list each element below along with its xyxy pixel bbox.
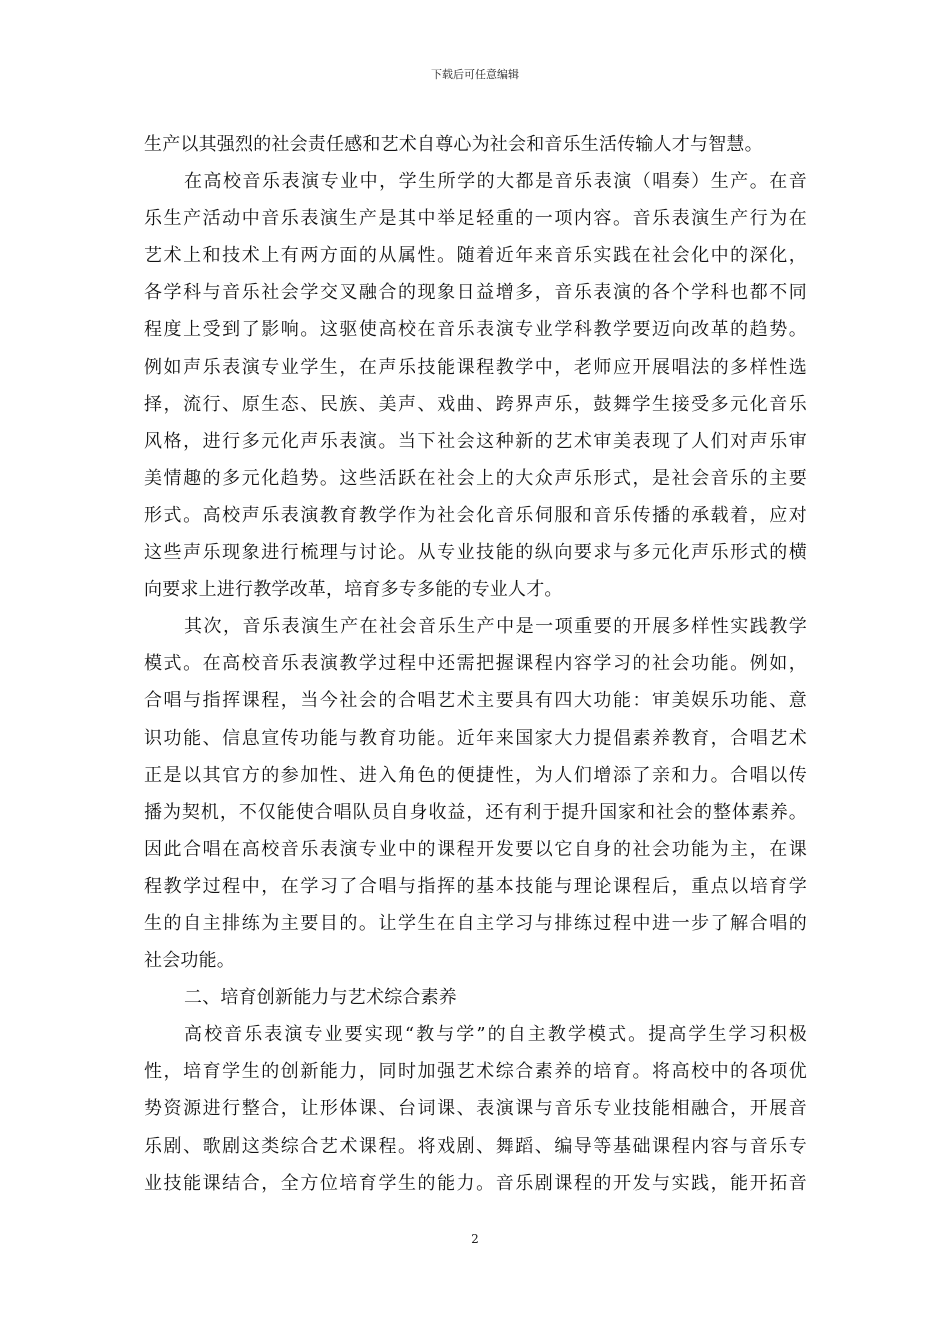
- text-line: 播为契机，不仅能使合唱队员自身收益，还有利于提升国家和社会的整体素养。: [144, 801, 807, 823]
- document-body: [144, 126, 807, 1202]
- text-line: 业技能课结合，全方位培育学生的能力。音乐剧课程的开发与实践，能开拓音: [144, 1172, 807, 1194]
- text-line: 高校音乐表演专业要实现“教与学”的自主教学模式。提高学生学习积极: [184, 1024, 807, 1046]
- text-line: 择，流行、原生态、民族、美声、戏曲、跨界声乐，鼓舞学生接受多元化音乐: [144, 393, 807, 415]
- text-line: 程度上受到了影响。这驱使高校在音乐表演专业学科教学要迈向改革的趋势。: [144, 319, 807, 341]
- text-line: 艺术上和技术上有两方面的从属性。随着近年来音乐实践在社会化中的深化，: [144, 245, 807, 267]
- text-line: 程教学过程中，在学习了合唱与指挥的基本技能与理论课程后，重点以培育学: [144, 875, 807, 897]
- text-line: 其次，音乐表演生产在社会音乐生产中是一项重要的开展多样性实践教学: [184, 616, 807, 638]
- text-line: 乐生产活动中音乐表演生产是其中举足轻重的一项内容。音乐表演生产行为在: [144, 208, 807, 230]
- text-line: 乐剧、歌剧这类综合艺术课程。将戏剧、舞蹈、编导等基础课程内容与音乐专: [144, 1135, 807, 1157]
- section-heading: 二、培育创新能力与艺术综合素养: [184, 987, 457, 1009]
- text-line: 美情趣的多元化趋势。这些活跃在社会上的大众声乐形式，是社会音乐的主要: [144, 467, 807, 489]
- text-line: 合唱与指挥课程，当今社会的合唱艺术主要具有四大功能：审美娱乐功能、意: [144, 690, 807, 712]
- text-line: 这些声乐现象进行梳理与讨论。从专业技能的纵向要求与多元化声乐形式的横: [144, 542, 807, 564]
- text-line: 各学科与音乐社会学交叉融合的现象日益增多，音乐表演的各个学科也都不同: [144, 282, 807, 304]
- text-line: 例如声乐表演专业学生，在声乐技能课程教学中，老师应开展唱法的多样性选: [144, 356, 807, 378]
- text-line: 正是以其官方的参加性、进入角色的便捷性，为人们增添了亲和力。合唱以传: [144, 764, 807, 786]
- text-line: 在高校音乐表演专业中，学生所学的大都是音乐表演（唱奏）生产。在音: [184, 171, 807, 193]
- page-number: 2: [471, 1232, 479, 1246]
- text-line: 模式。在高校音乐表演教学过程中还需把握课程内容学习的社会功能。例如，: [144, 653, 807, 675]
- text-line: 形式。高校声乐表演教育教学作为社会化音乐伺服和音乐传播的承载着，应对: [144, 504, 807, 526]
- page-header: 下载后可任意编辑: [431, 68, 519, 81]
- text-line: 生产以其强烈的社会责任感和艺术自尊心为社会和音乐生活传输人才与智慧。: [144, 134, 763, 155]
- text-line: 生的自主排练为主要目的。让学生在自主学习与排练过程中进一步了解合唱的: [144, 912, 807, 934]
- text-line: 因此合唱在高校音乐表演专业中的课程开发要以它自身的社会功能为主，在课: [144, 838, 807, 860]
- text-line: 识功能、信息宣传功能与教育功能。近年来国家大力提倡素养教育，合唱艺术: [144, 727, 807, 749]
- text-line: 向要求上进行教学改革，培育多专多能的专业人才。: [144, 579, 563, 601]
- text-line: 社会功能。: [144, 950, 235, 972]
- text-line: 性，培育学生的创新能力，同时加强艺术综合素养的培育。将高校中的各项优: [144, 1061, 807, 1083]
- text-line: 风格，进行多元化声乐表演。当下社会这种新的艺术审美表现了人们对声乐审: [144, 430, 807, 452]
- text-line: 势资源进行整合，让形体课、台词课、表演课与音乐专业技能相融合，开展音: [144, 1098, 807, 1120]
